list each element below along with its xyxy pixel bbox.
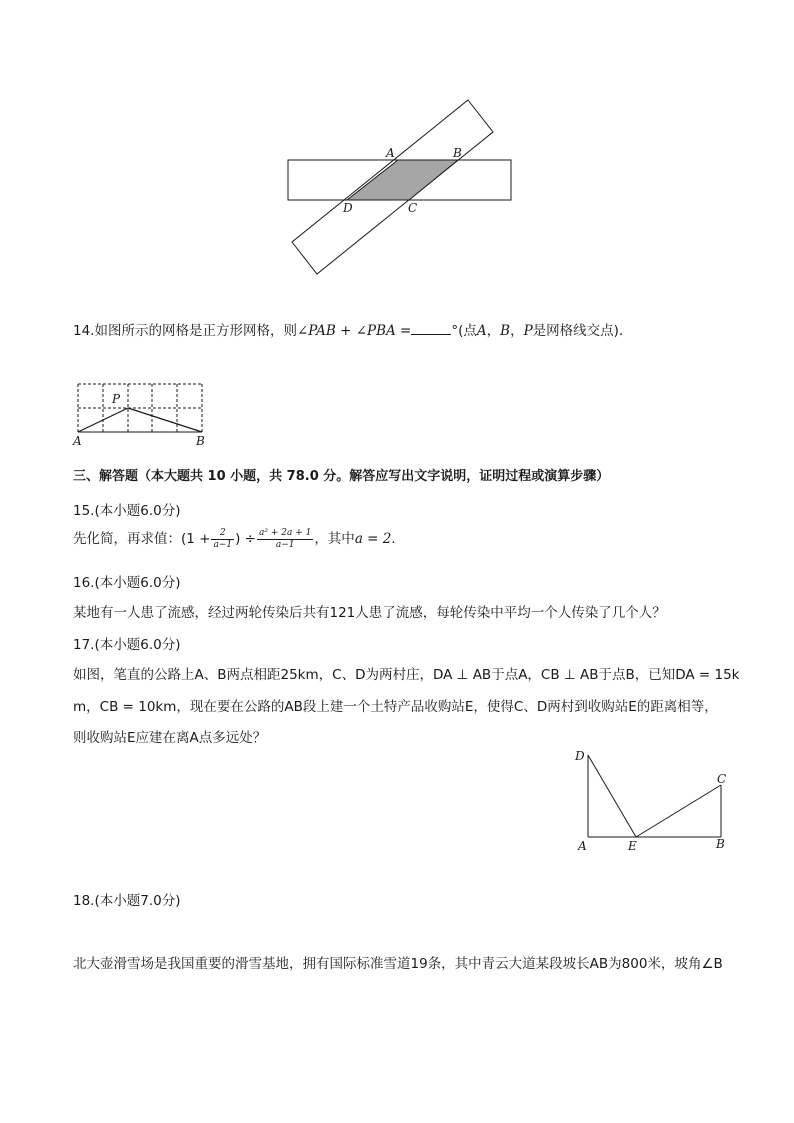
segment-de [588,755,636,837]
q15-suffix: ，其中 [314,531,355,547]
label-B: B [716,837,725,851]
segment-ce [636,785,721,837]
q15-fraction-1-den: a−1 [213,539,233,550]
q14-point-a: A [476,323,487,339]
label-C: C [717,772,727,786]
q18-header: 18.(本小题7.0分) [73,893,181,909]
q14-text-before: 如图所示的网格是正方形网格，则 [94,323,297,339]
label-B: B [453,146,462,160]
section-3-title: 三、解答题（本大题共 10 小题，共 78.0 分。解答应写出文字说明，证明过程或演算步骤） [73,469,610,484]
q14-point-b: B [500,323,511,339]
q17-line-1: 如图，笔直的公路上A、B两点相距25km，C、D为两村庄，DA ⊥ AB于点A，CB ⊥ AB于点B，已知DA = 15k [73,667,740,683]
q17-figure [570,745,735,855]
q15-header: 15.(本小题6.0分) [73,503,181,519]
q17-header: 17.(本小题6.0分) [73,637,181,653]
q15-fraction-1-num: 2 [211,528,234,540]
q15-end: ． [391,531,405,547]
grid-lines [78,384,202,432]
segment-pb [128,408,202,432]
label-A: A [386,146,395,160]
q14-text [73,319,632,339]
q16-header: 16.(本小题6.0分) [73,575,181,591]
q14-sep1: ， [486,323,501,339]
label-D: D [575,749,585,763]
label-P: P [112,392,121,406]
q15-text [73,527,405,551]
q15-fraction-2-num: a² + 2a + 1 [258,527,312,538]
label-D: D [343,201,353,215]
q18-line-1: 北大壶滑雪场是我国重要的滑雪基地，拥有国际标准雪道19条，其中青云大道某段坡长AB为800米，坡角∠B [73,956,723,972]
q14-answer-blank[interactable] [411,322,451,335]
shaded-parallelogram [347,160,458,200]
q15-close-div: ) ÷ [235,531,256,547]
q14-expression: ∠PAB + ∠PBA = [296,323,412,339]
label-A: A [578,839,587,853]
q15-fraction-1 [211,528,234,551]
q15-open: (1 + [181,531,211,547]
q14-sep2: ， [510,323,524,339]
q14-unit: °(点 [451,323,477,339]
label-B: B [196,434,205,448]
q15-prefix: 先化简，再求值： [73,531,181,547]
q15-condition: a = 2 [354,531,392,547]
q16-text: 某地有一人患了流感，经过两轮传染后共有121人患了流感，每轮传染中平均一个人传染了几个人？ [73,605,666,621]
q14-text-after: 是网格线交点)． [532,323,633,339]
q15-fraction-2 [257,528,313,551]
label-A: A [73,434,82,448]
q14-point-p: P [523,323,533,339]
q13-figure [280,95,520,280]
q17-line-3: 则收购站E应建在离A点多远处？ [73,730,267,746]
q17-line-2: m，CB = 10km，现在要在公路的AB段上建一个土特产品收购站E，使得C、D两村到收购站E的距离相等， [73,699,718,715]
label-C: C [408,201,418,215]
q15-fraction-2-den: a−1 [275,539,295,550]
q14-grid-figure [70,378,210,450]
q14-number: 14. [73,323,95,339]
label-E: E [628,839,637,853]
